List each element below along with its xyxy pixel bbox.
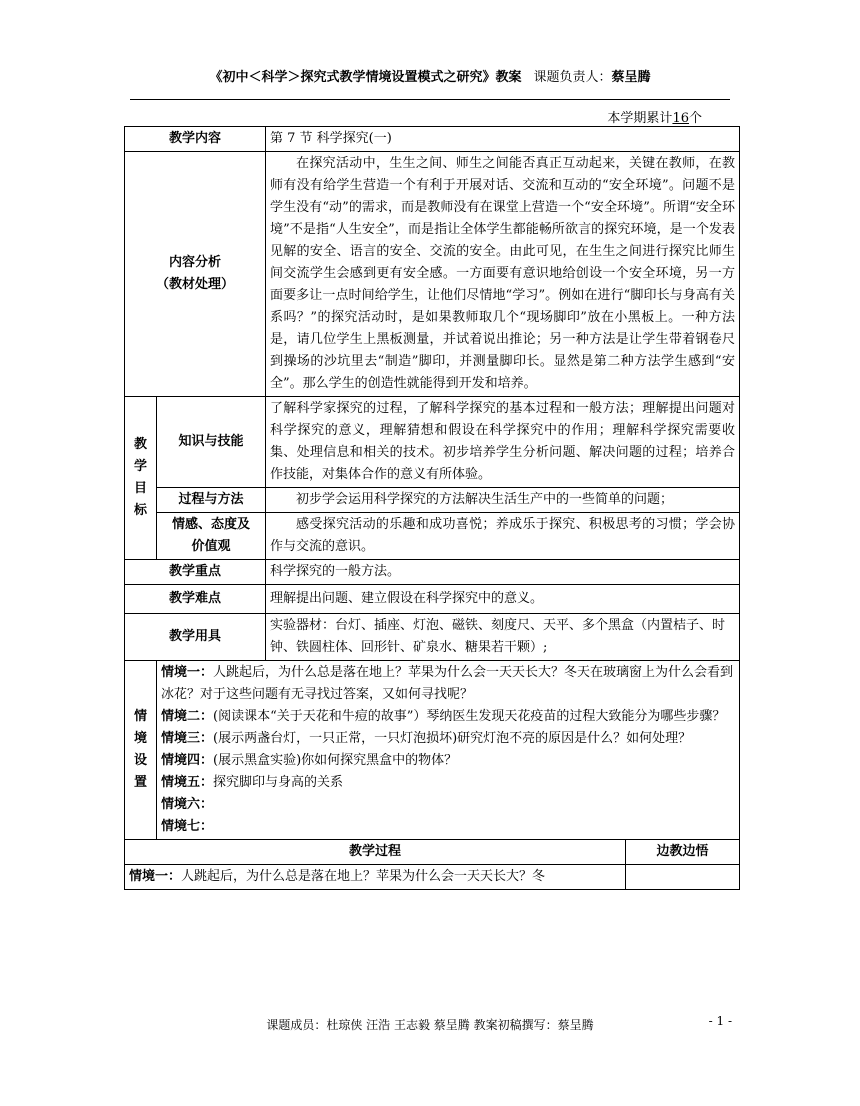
scenario-item: 情境三：(展示两盏台灯，一只正常，一只灯泡损坏)研究灯泡不亮的原因是什么？如何处理？ [161, 731, 692, 746]
row-process-header [125, 840, 740, 865]
counter-value: 16 [672, 111, 689, 126]
scenario-item: 情境六： [161, 797, 214, 812]
difficulty-label: 教学难点 [125, 585, 266, 614]
owner-name: 蔡呈腾 [611, 70, 651, 85]
key-text: 科学探究的一般方法。 [266, 560, 740, 585]
owner-label: 课题负责人： [533, 70, 612, 85]
tools-text: 实验器材：台灯、插座、灯泡、磁铁、刻度尺、天平、多个黑盒（内置桔子、时钟、铁圆柱体、回形针、矿泉水、糖果若干颗）; [266, 614, 740, 661]
scenario-item: 情境一：人跳起后，为什么总是落在地上？苹果为什么会一天天长大？冬天在玻璃窗上为什么会看到冰花？对于这些问题有无寻找过答案，又如何寻找呢？ [161, 665, 734, 702]
goals-label: 教 学 目 标 [125, 397, 157, 560]
emotion-text: 感受探究活动的乐趣和成功喜悦；养成乐于探究、积极思考的习惯；学会协作与交流的意识。 [266, 513, 740, 560]
key-label: 教学重点 [125, 560, 266, 585]
reflection-header: 边教边悟 [626, 840, 740, 865]
content-value: 第 7 节 科学探究(一) [266, 127, 740, 152]
emotion-label: 情感、态度及 价值观 [157, 513, 266, 560]
row-key-point [125, 560, 740, 585]
row-emotion [125, 513, 740, 560]
row-tools [125, 614, 740, 661]
lesson-plan-table [124, 126, 740, 890]
row-process-content [125, 865, 740, 890]
process-text: 初步学会运用科学探究的方法解决生活生产中的一些简单的问题； [266, 488, 740, 513]
reflection-cell [626, 865, 740, 890]
page-footer: 课题成员：杜琼侠 汪浩 王志毅 蔡呈腾 教案初稿撰写：蔡呈腾 [266, 1018, 594, 1032]
header-divider [130, 99, 730, 100]
knowledge-label: 知识与技能 [157, 397, 266, 488]
scenario-item: 情境二：(阅读课本“关于天花和牛痘的故事”）琴纳医生发现天花疫苗的过程大致能分为哪些步骤？ [161, 709, 726, 724]
content-label: 教学内容 [125, 127, 266, 152]
process-content: 情境一：人跳起后，为什么总是落在地上？苹果为什么会一天天长大？冬 [125, 865, 626, 890]
page-number: - 1 - [708, 1014, 732, 1028]
row-content [125, 127, 740, 152]
analysis-text: 在探究活动中，生生之间、师生之间能否真正互动起来，关键在教师，在教师有没有给学生营造一个有利于开展对话、交流和互动的“安全环境”。问题不是学生没有“动”的需求，而是教师没有在课堂上营造一个“安全环境”。所谓“安全环境”不是指“人生安全”，而是指让全体学生都能畅所欲言的探究环境，是一个发表见解的安全、语言的安全、交流的安全。由此可见，在生生之间进行探究比师生间交流学生会感到更有安全感。一方面要有意识地给创设一个安全环境，另一方面要多让一点时间给学生，让他们尽情地“学习”。例如在进行“脚印长与身高有关系吗？”的探究活动时，是如果教师取几个“现场脚印”放在小黑板上。一种方法是，请几位学生上黑板测量，并试着说出推论；另一种方法是让学生带着钢卷尺到操场的沙坑里去“制造”脚印，并测量脚印长。显然是第二种方法学生感到“安全”。那么学生的创造性就能得到开发和培养。 [266, 152, 740, 397]
row-difficulty [125, 585, 740, 614]
process-label: 过程与方法 [157, 488, 266, 513]
row-analysis [125, 152, 740, 397]
scenario-item: 情境五：探究脚印与身高的关系 [161, 775, 344, 790]
scenario-label: 情 境 设 置 [125, 661, 157, 840]
difficulty-text: 理解提出问题、建立假设在科学探究中的意义。 [266, 585, 740, 614]
knowledge-text: 了解科学家探究的过程，了解科学探究的基本过程和一般方法；理解提出问题对科学探究的意义，理解猜想和假设在科学探究中的作用；理解科学探究需要收集、处理信息和相关的技术。初步培养学生分析问题、解决问题的过程；培养合作技能，对集体合作的意义有所体验。 [266, 397, 740, 488]
process-header: 教学过程 [125, 840, 626, 865]
row-process-method [125, 488, 740, 513]
scenario-list [157, 661, 740, 840]
scenario-item: 情境七： [161, 819, 214, 834]
scenario-item: 情境四：(展示黑盒实验)你如何探究黑盒中的物体？ [161, 753, 458, 768]
row-scenarios [125, 661, 740, 840]
page-header [0, 66, 860, 85]
tools-label: 教学用具 [125, 614, 266, 661]
semester-counter: 本学期累计16个 [607, 111, 702, 126]
document-title: 《初中＜科学＞探究式教学情境设置模式之研究》教案 [209, 70, 522, 85]
row-knowledge [125, 397, 740, 488]
analysis-label: 内容分析 （教材处理） [125, 152, 266, 397]
